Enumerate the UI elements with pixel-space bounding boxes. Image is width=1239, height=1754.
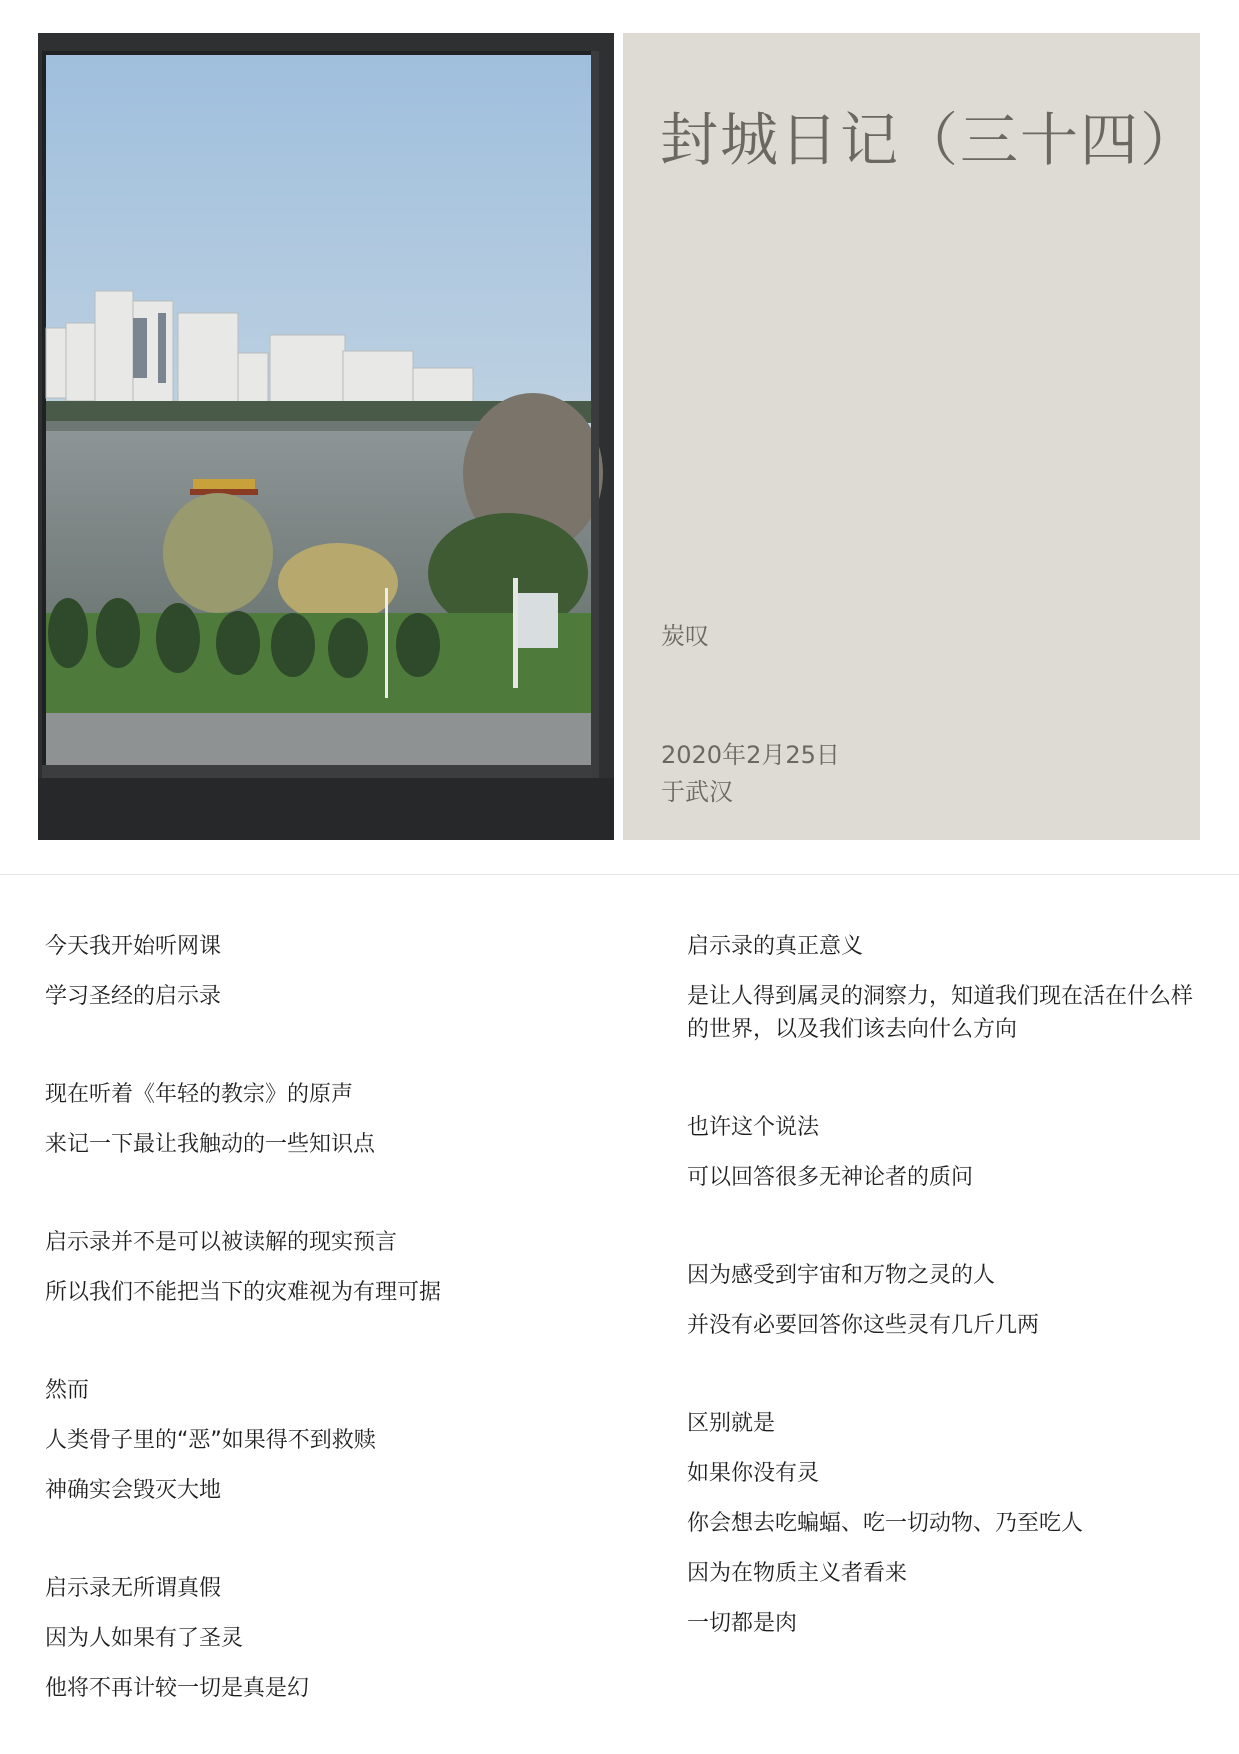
paragraph-line: 启示录并不是可以被读解的现实预言: [45, 1230, 398, 1255]
paragraph-line: 可以回答很多无神论者的质问: [687, 1165, 974, 1190]
author-name: 炭叹: [661, 622, 709, 650]
paragraph-line: 他将不再计较一切是真是幻: [45, 1676, 310, 1701]
window-view-photo: [38, 33, 614, 840]
section-divider: [0, 874, 1239, 875]
paragraph-line: 现在听着《年轻的教宗》的原声: [45, 1082, 354, 1107]
right-text-column: [687, 930, 1197, 1657]
page-title: 封城日记（三十四）: [660, 106, 1201, 174]
paragraph-line: 启示录的真正意义: [687, 934, 864, 959]
paragraph-line: 所以我们不能把当下的灾难视为有理可据: [45, 1280, 442, 1305]
paragraph-line: 区别就是: [687, 1411, 776, 1436]
paragraph-line: 今天我开始听网课: [45, 934, 222, 959]
paragraph-line: 人类骨子里的“恶”如果得不到救赎: [45, 1428, 376, 1453]
paragraph-line: 启示录无所谓真假: [45, 1576, 222, 1601]
paragraph-line: 是让人得到属灵的洞察力，知道我们现在活在什么样的世界，以及我们该去向什么方向: [687, 984, 1194, 1042]
paragraph-line: 也许这个说法: [687, 1115, 820, 1140]
left-text-column: [45, 930, 605, 1722]
paragraph-line: 并没有必要回答你这些灵有几斤几两: [687, 1313, 1040, 1338]
title-panel: [623, 33, 1200, 840]
paragraph-line: 如果你没有灵: [687, 1461, 820, 1486]
post-location: 于武汉: [661, 778, 733, 806]
paragraph-line: 神确实会毁灭大地: [45, 1478, 222, 1503]
paragraph-line: 来记一下最让我触动的一些知识点: [45, 1132, 376, 1157]
paragraph-line: 因为在物质主义者看来: [687, 1561, 908, 1586]
paragraph-line: 你会想去吃蝙蝠、吃一切动物、乃至吃人: [687, 1511, 1084, 1536]
paragraph-line: 然而: [45, 1378, 90, 1403]
post-date: 2020年2月25日: [661, 741, 840, 769]
paragraph-line: 因为人如果有了圣灵: [45, 1626, 244, 1651]
paragraph-line: 因为感受到宇宙和万物之灵的人: [687, 1263, 996, 1288]
paragraph-line: 一切都是肉: [687, 1611, 798, 1636]
paragraph-line: 学习圣经的启示录: [45, 984, 222, 1009]
